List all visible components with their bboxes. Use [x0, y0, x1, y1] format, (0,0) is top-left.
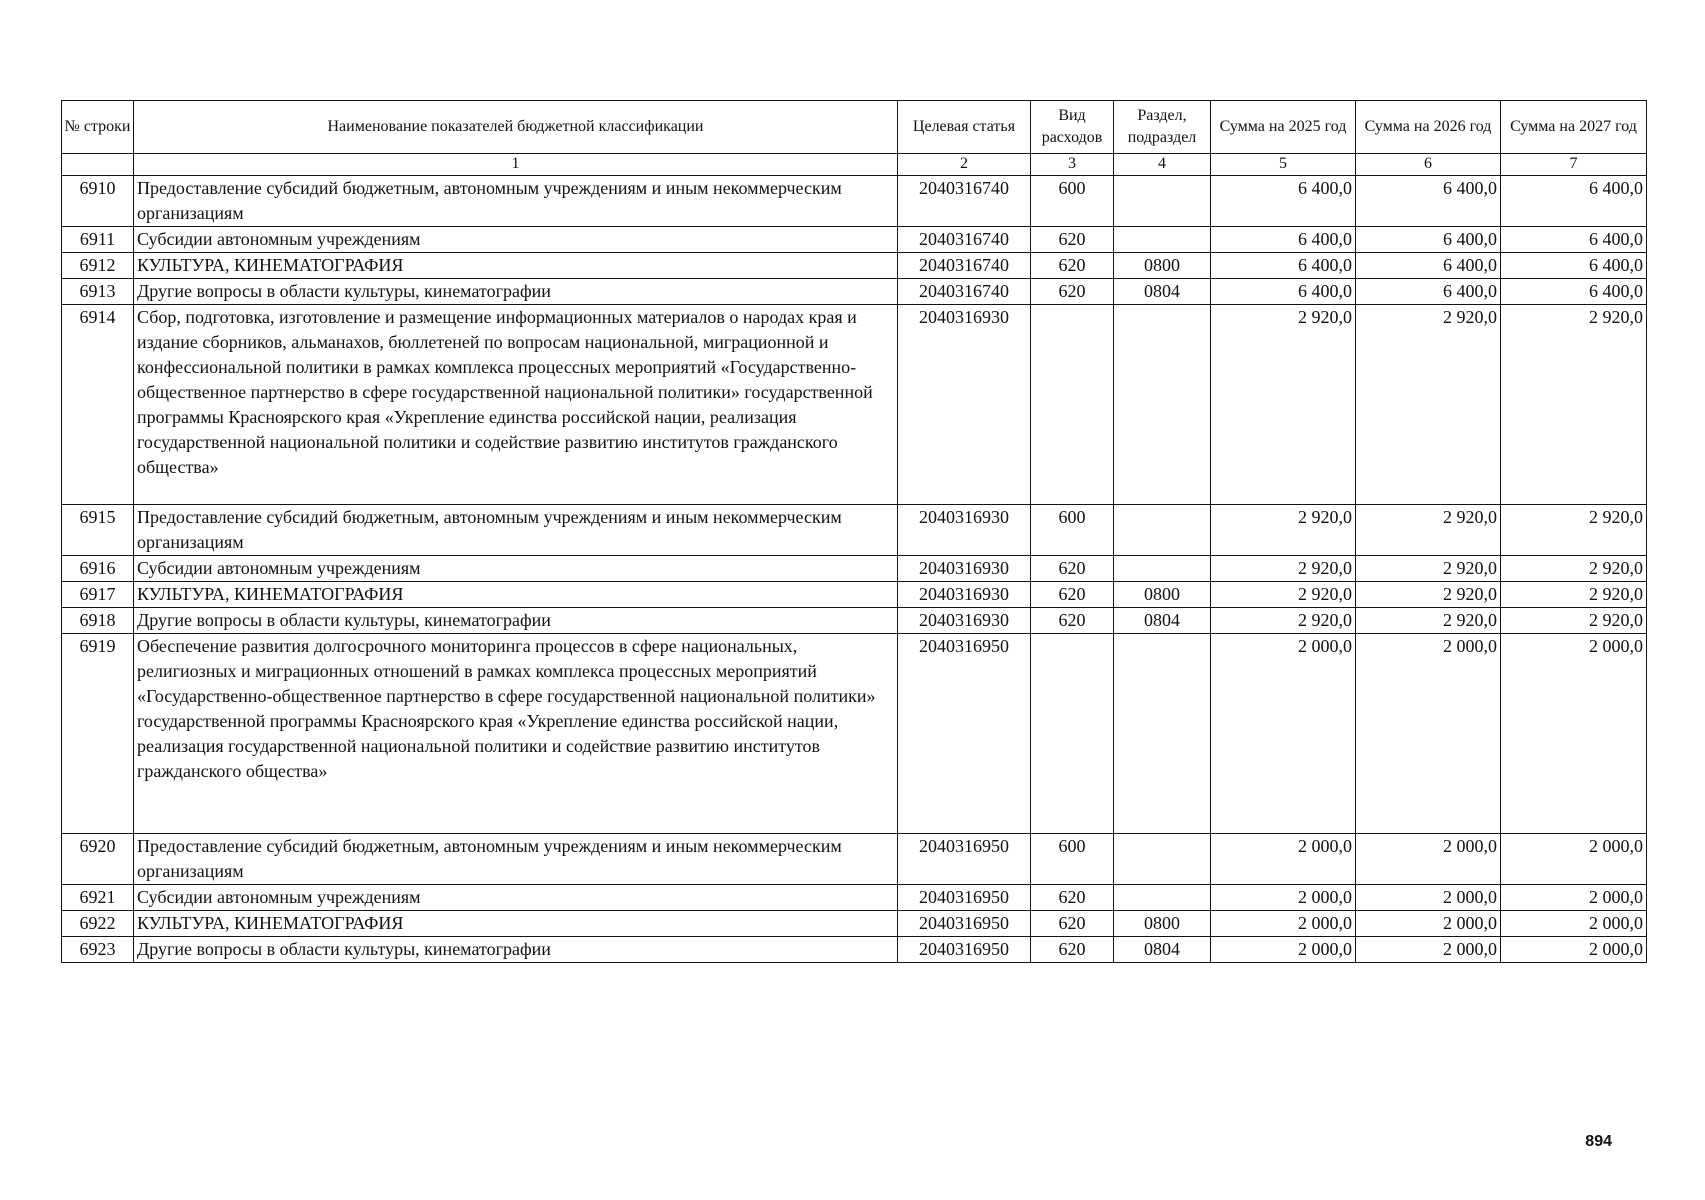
row-section [1114, 227, 1211, 253]
row-sum-2025: 6 400,0 [1211, 227, 1356, 253]
table-row [62, 253, 1647, 279]
table-row [62, 834, 1647, 885]
row-sum-2027: 2 000,0 [1501, 634, 1647, 834]
row-number: 6911 [62, 227, 134, 253]
row-name: Предоставление субсидий бюджетным, автономным учреждениям и иным некоммерческим организациям [134, 176, 898, 227]
table-row [62, 305, 1647, 505]
row-name: Субсидии автономным учреждениям [134, 227, 898, 253]
row-sum-2026: 2 920,0 [1356, 305, 1501, 505]
column-number [62, 154, 134, 176]
row-sum-2027: 2 920,0 [1501, 505, 1647, 556]
row-number: 6922 [62, 911, 134, 937]
row-target: 2040316930 [898, 305, 1031, 505]
row-section [1114, 556, 1211, 582]
header-expense-type: Вид расходов [1031, 101, 1114, 154]
row-section [1114, 505, 1211, 556]
header-row [62, 101, 1647, 154]
row-section: 0800 [1114, 582, 1211, 608]
column-number: 3 [1031, 154, 1114, 176]
table-row [62, 608, 1647, 634]
row-name: Субсидии автономным учреждениям [134, 885, 898, 911]
row-target: 2040316930 [898, 608, 1031, 634]
row-sum-2026: 6 400,0 [1356, 176, 1501, 227]
row-sum-2026: 2 000,0 [1356, 937, 1501, 963]
row-sum-2027: 2 920,0 [1501, 556, 1647, 582]
row-sum-2025: 2 920,0 [1211, 582, 1356, 608]
row-sum-2026: 2 920,0 [1356, 582, 1501, 608]
row-number: 6914 [62, 305, 134, 505]
row-section [1114, 634, 1211, 834]
row-sum-2025: 2 920,0 [1211, 608, 1356, 634]
row-target: 2040316930 [898, 505, 1031, 556]
row-sum-2026: 2 920,0 [1356, 608, 1501, 634]
row-sum-2025: 2 000,0 [1211, 634, 1356, 834]
row-sum-2026: 2 000,0 [1356, 634, 1501, 834]
row-expense-type [1031, 634, 1114, 834]
column-number: 2 [898, 154, 1031, 176]
row-section: 0800 [1114, 911, 1211, 937]
row-number: 6918 [62, 608, 134, 634]
table-row [62, 279, 1647, 305]
row-number: 6921 [62, 885, 134, 911]
row-section: 0800 [1114, 253, 1211, 279]
table-row [62, 582, 1647, 608]
header-sum-2025: Сумма на 2025 год [1211, 101, 1356, 154]
row-name: Предоставление субсидий бюджетным, автономным учреждениям и иным некоммерческим организациям [134, 834, 898, 885]
row-sum-2026: 6 400,0 [1356, 253, 1501, 279]
row-sum-2025: 2 920,0 [1211, 556, 1356, 582]
row-sum-2025: 2 000,0 [1211, 911, 1356, 937]
row-target: 2040316930 [898, 556, 1031, 582]
row-number: 6917 [62, 582, 134, 608]
row-section: 0804 [1114, 937, 1211, 963]
row-sum-2025: 2 000,0 [1211, 885, 1356, 911]
row-name: Предоставление субсидий бюджетным, автономным учреждениям и иным некоммерческим организациям [134, 505, 898, 556]
row-number: 6920 [62, 834, 134, 885]
row-name: КУЛЬТУРА, КИНЕМАТОГРАФИЯ [134, 911, 898, 937]
row-sum-2026: 2 000,0 [1356, 885, 1501, 911]
row-expense-type: 600 [1031, 834, 1114, 885]
row-expense-type: 620 [1031, 608, 1114, 634]
table-row [62, 176, 1647, 227]
table-row [62, 885, 1647, 911]
row-sum-2026: 2 000,0 [1356, 911, 1501, 937]
row-sum-2025: 2 920,0 [1211, 505, 1356, 556]
row-section [1114, 885, 1211, 911]
row-expense-type [1031, 305, 1114, 505]
column-number: 1 [134, 154, 898, 176]
row-expense-type: 620 [1031, 911, 1114, 937]
column-number-row [62, 154, 1647, 176]
row-sum-2025: 2 000,0 [1211, 834, 1356, 885]
row-sum-2027: 2 920,0 [1501, 305, 1647, 505]
row-sum-2026: 2 920,0 [1356, 505, 1501, 556]
column-number: 6 [1356, 154, 1501, 176]
row-name: Сбор, подготовка, изготовление и размещение информационных материалов о народах края и издание сборников, альманахов, бюллетеней по вопросам национальной, миграционной и конфессиональной политики в рамках комплекса процессных мероприятий «Государственно-общественное партнерство в сфере государственной национальной политики» государственной программы Красноярского края «Укрепление единства российской нации, реализация государственной национальной политики и содействие развитию институтов гражданского общества» [134, 305, 898, 505]
row-expense-type: 620 [1031, 253, 1114, 279]
row-name: Другие вопросы в области культуры, кинематографии [134, 608, 898, 634]
row-sum-2027: 2 000,0 [1501, 834, 1647, 885]
row-name: Субсидии автономным учреждениям [134, 556, 898, 582]
budget-table [61, 100, 1647, 963]
row-target: 2040316950 [898, 937, 1031, 963]
column-number: 5 [1211, 154, 1356, 176]
row-target: 2040316740 [898, 253, 1031, 279]
row-name: КУЛЬТУРА, КИНЕМАТОГРАФИЯ [134, 582, 898, 608]
row-target: 2040316930 [898, 582, 1031, 608]
header-target: Целевая статья [898, 101, 1031, 154]
table-row [62, 911, 1647, 937]
row-number: 6913 [62, 279, 134, 305]
header-name: Наименование показателей бюджетной классификации [134, 101, 898, 154]
row-expense-type: 620 [1031, 582, 1114, 608]
row-name: Другие вопросы в области культуры, кинематографии [134, 937, 898, 963]
row-name: Другие вопросы в области культуры, кинематографии [134, 279, 898, 305]
row-expense-type: 620 [1031, 885, 1114, 911]
row-name: Обеспечение развития долгосрочного мониторинга процессов в сфере национальных, религиозных и миграционных отношений в рамках комплекса процессных мероприятий «Государственно-общественное партнерство в сфере государственной национальной политики» государственной программы Красноярского края «Укрепление единства российской нации, реализация государственной национальной политики и содействие развитию институтов гражданского общества» [134, 634, 898, 834]
row-sum-2027: 6 400,0 [1501, 176, 1647, 227]
row-name: КУЛЬТУРА, КИНЕМАТОГРАФИЯ [134, 253, 898, 279]
row-section [1114, 834, 1211, 885]
row-expense-type: 620 [1031, 937, 1114, 963]
row-expense-type: 620 [1031, 227, 1114, 253]
row-sum-2027: 2 000,0 [1501, 911, 1647, 937]
column-number: 4 [1114, 154, 1211, 176]
row-number: 6910 [62, 176, 134, 227]
header-section: Раздел, подраздел [1114, 101, 1211, 154]
row-target: 2040316950 [898, 911, 1031, 937]
row-sum-2027: 2 920,0 [1501, 608, 1647, 634]
row-sum-2027: 6 400,0 [1501, 227, 1647, 253]
row-target: 2040316740 [898, 227, 1031, 253]
row-target: 2040316950 [898, 634, 1031, 834]
table-row [62, 505, 1647, 556]
row-number: 6923 [62, 937, 134, 963]
row-sum-2027: 2 920,0 [1501, 582, 1647, 608]
row-sum-2027: 2 000,0 [1501, 885, 1647, 911]
column-number: 7 [1501, 154, 1647, 176]
row-target: 2040316740 [898, 279, 1031, 305]
row-sum-2027: 6 400,0 [1501, 279, 1647, 305]
row-sum-2027: 6 400,0 [1501, 253, 1647, 279]
row-sum-2026: 2 920,0 [1356, 556, 1501, 582]
row-sum-2025: 2 000,0 [1211, 937, 1356, 963]
row-sum-2025: 6 400,0 [1211, 279, 1356, 305]
table-row [62, 634, 1647, 834]
row-expense-type: 600 [1031, 176, 1114, 227]
row-target: 2040316740 [898, 176, 1031, 227]
row-sum-2026: 6 400,0 [1356, 279, 1501, 305]
row-section: 0804 [1114, 279, 1211, 305]
row-number: 6919 [62, 634, 134, 834]
row-sum-2025: 6 400,0 [1211, 176, 1356, 227]
row-target: 2040316950 [898, 834, 1031, 885]
row-section [1114, 176, 1211, 227]
table-row [62, 937, 1647, 963]
row-section [1114, 305, 1211, 505]
table-row [62, 556, 1647, 582]
row-expense-type: 620 [1031, 556, 1114, 582]
page-number: 894 [1585, 1133, 1612, 1150]
header-sum-2026: Сумма на 2026 год [1356, 101, 1501, 154]
row-sum-2026: 2 000,0 [1356, 834, 1501, 885]
header-sum-2027: Сумма на 2027 год [1501, 101, 1647, 154]
row-number: 6912 [62, 253, 134, 279]
row-expense-type: 600 [1031, 505, 1114, 556]
header-row-no: № строки [62, 101, 134, 154]
row-sum-2025: 2 920,0 [1211, 305, 1356, 505]
row-number: 6916 [62, 556, 134, 582]
row-sum-2027: 2 000,0 [1501, 937, 1647, 963]
row-section: 0804 [1114, 608, 1211, 634]
row-number: 6915 [62, 505, 134, 556]
row-target: 2040316950 [898, 885, 1031, 911]
row-sum-2025: 6 400,0 [1211, 253, 1356, 279]
row-expense-type: 620 [1031, 279, 1114, 305]
table-row [62, 227, 1647, 253]
row-sum-2026: 6 400,0 [1356, 227, 1501, 253]
budget-sheet [61, 100, 1646, 963]
